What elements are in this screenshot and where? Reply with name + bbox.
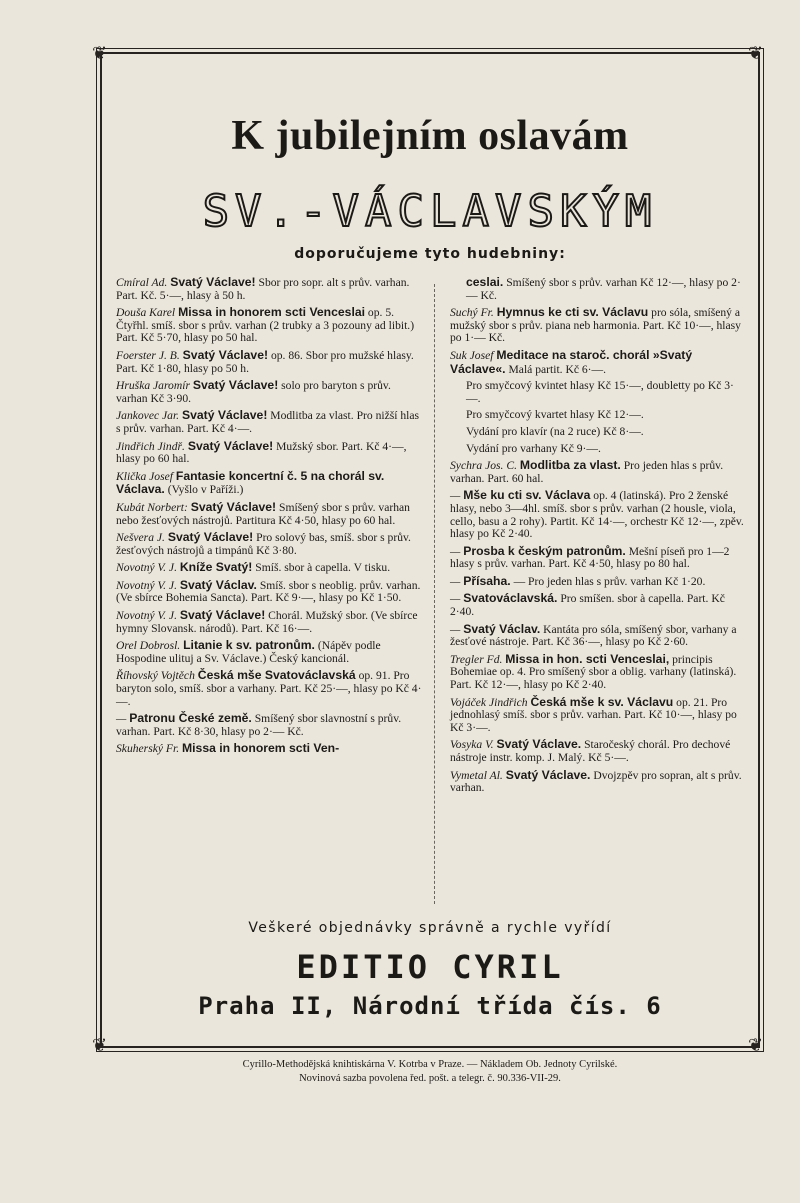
catalog-entry bbox=[116, 440, 422, 466]
entry-work: Mše ku cti sv. Václava bbox=[463, 488, 591, 503]
entry-work: Svatý Václav. bbox=[179, 577, 257, 592]
publisher-address: Praha II, Národní třída čís. 6 bbox=[198, 992, 662, 1020]
entry-description: — Pro jeden hlas s prův. varhan Kč 1·20. bbox=[513, 574, 706, 588]
catalog-entry bbox=[116, 349, 422, 375]
catalog-entry bbox=[450, 276, 746, 302]
entry-description: Smíšený sbor s prův. varhan Kč 12·—, hlasy po 2·— Kč. bbox=[466, 276, 741, 302]
entry-description: solo pro baryton s prův. varhan Kč 3·90. bbox=[116, 379, 391, 405]
corner-ornament-icon: ❦ bbox=[92, 1035, 108, 1055]
catalog-entry bbox=[450, 769, 746, 795]
entry-work: Svatý Václav. bbox=[463, 621, 541, 636]
entry-author: Jankovec Jar. bbox=[116, 409, 180, 423]
intro-text: doporučujeme tyto hudebniny: bbox=[294, 246, 566, 262]
imprint-line: Novinová sazba povolena řed. pošt. a telegr. č. 90.336-VII-29. bbox=[299, 1073, 561, 1084]
entry-description: Smíšený sbor s prův. varhan nebo žesťových nástrojů. Partitura Kč 4·50, hlasy po 60 hal. bbox=[116, 500, 410, 527]
catalog-entry bbox=[450, 738, 746, 764]
catalog-entry bbox=[450, 306, 746, 345]
entry-author: Vymetal Al. bbox=[450, 768, 503, 782]
entry-author: Nešvera J. bbox=[116, 531, 165, 545]
entry-author: — bbox=[116, 712, 127, 726]
entry-author: Cmíral Ad. bbox=[116, 276, 168, 289]
entry-description: Malá partit. Kč 6·—. bbox=[508, 362, 607, 376]
entry-work: Missa in honorem scti Ven- bbox=[182, 741, 340, 756]
imprint bbox=[100, 1058, 760, 1086]
catalog-entry bbox=[116, 579, 422, 605]
entry-author: Sychra Jos. C. bbox=[450, 459, 517, 473]
entry-description: Smíš. sbor à capella. V tisku. bbox=[255, 561, 391, 575]
entry-author: Jindřich Jindř. bbox=[116, 439, 185, 453]
orders-note: Veškeré objednávky správně a rychle vyřídí bbox=[248, 920, 612, 936]
catalog-entry bbox=[450, 696, 746, 735]
catalog-entry bbox=[450, 409, 746, 422]
catalog-entry bbox=[116, 409, 422, 435]
page-title: K jubilejním oslavám bbox=[231, 113, 629, 159]
entry-work: Svatý Václave! bbox=[167, 530, 254, 545]
entry-description: Modlitba za vlast. Pro nižší hlas s prův. varhan. Part. Kč 4·—. bbox=[116, 409, 420, 435]
entry-description: Sbor pro sopr. alt s prův. varhan. Part. Kč. 5·—, hlasy à 50 h. bbox=[116, 276, 410, 302]
entry-work: Svatý Václave! bbox=[190, 499, 277, 514]
page-subtitle: SV.-VÁCLAVSKÝM bbox=[202, 186, 658, 237]
entry-author: Klička Josef bbox=[116, 469, 173, 483]
entry-author: — bbox=[450, 574, 461, 588]
entry-author: Suk Josef bbox=[450, 348, 494, 362]
entry-author: Orel Dobrosl. bbox=[116, 639, 181, 653]
catalog-entry bbox=[116, 609, 422, 635]
catalog-entry bbox=[450, 443, 746, 456]
entry-description: Pro smíšen. sbor à capella. Part. Kč 2·40. bbox=[450, 592, 725, 619]
entry-work: Česká mše k sv. Václavu bbox=[530, 694, 674, 709]
entry-author: Novotný V. J. bbox=[116, 609, 177, 623]
entry-description: op. 4 (latinská). Pro 2 ženské hlasy, nebo 3—4hl. smíš. sbor s prův. varhan (2 housle, viola, cello, basu a 2 rohy). Partit. Kč 14·—, orchestr Kč 12·—, zpěv. hlasy po Kč 2·40. bbox=[450, 489, 744, 541]
catalog-entry bbox=[450, 349, 746, 376]
entry-description: pro sóla, smíšený a mužský sbor s prův. piana neb harmonia. Part. Kč 10·—, hlasy po 1·— Kč. bbox=[450, 306, 741, 345]
entry-author: Kubát Norbert: bbox=[116, 500, 188, 514]
entry-author: Hruška Jaromír bbox=[116, 379, 190, 393]
entry-work: Kníže Svatý! bbox=[179, 560, 253, 575]
entry-work: Modlitba za vlast. bbox=[519, 458, 621, 473]
entry-description: Smíš. sbor s neoblig. prův. varhan. (Ve sbírce Bohemia Sancta). Part. Kč 9·—, hlasy po Kč 1·50. bbox=[116, 578, 421, 605]
catalog-entry bbox=[450, 575, 746, 589]
entry-work: Fantasie koncertní č. 5 na chorál sv. Václava. bbox=[116, 468, 385, 497]
entry-description: Dvojzpěv pro sopran, alt s prův. varhan. bbox=[450, 768, 742, 795]
entry-work: Svatý Václave! bbox=[192, 378, 279, 393]
corner-ornament-icon: ❦ bbox=[748, 1035, 764, 1055]
entry-work: Svatý Václave! bbox=[170, 275, 256, 289]
catalog-entry bbox=[116, 742, 422, 756]
entry-work: Přísaha. bbox=[463, 573, 511, 588]
entry-work: Litanie k sv. patronům. bbox=[183, 638, 315, 653]
entry-author: — bbox=[450, 489, 461, 503]
entry-description: Vydání pro varhany Kč 9·—. bbox=[466, 441, 601, 455]
entry-author: — bbox=[450, 622, 461, 636]
imprint-line: Cyrillo-Methodějská knihtiskárna V. Kotrba v Praze. — Nákladem Ob. Jednoty Cyrilské. bbox=[242, 1059, 618, 1070]
catalog-entry bbox=[450, 592, 746, 618]
entry-work: Svatý Václave! bbox=[182, 408, 268, 423]
entry-description: op. 21. Pro jednohlasý smíš. sbor s prův. varhan. Part. Kč 10·—, hlasy po Kč 3·—. bbox=[450, 695, 737, 734]
entry-work: Hymnus ke cti sv. Václavu bbox=[496, 305, 649, 320]
catalog-entry bbox=[116, 470, 422, 497]
publisher-name: EDITIO CYRIL bbox=[296, 948, 564, 986]
catalog-entry bbox=[116, 306, 422, 345]
entry-description: Mešní píseň pro 1—2 hlasy s prův. varhan. Part. Kč 4·50, hlasy po 80 hal. bbox=[450, 544, 730, 571]
entry-author: Říhovský Vojtěch bbox=[116, 669, 195, 683]
entry-description: Kantáta pro sóla, smíšený sbor, varhany a žesťové nástroje. Part. Kč 36·—, hlasy po Kč 2·60. bbox=[450, 622, 737, 649]
entry-author: Skuherský Fr. bbox=[116, 742, 180, 756]
entry-description: Vydání pro klavír (na 2 ruce) Kč 8·—. bbox=[466, 424, 644, 438]
entry-description: Staročeský chorál. Pro dechové nástroje instr. komp. J. Malý. Kč 5·—. bbox=[450, 738, 731, 764]
catalog-entry bbox=[116, 501, 422, 527]
corner-ornament-icon: ❦ bbox=[748, 43, 764, 63]
entry-description: (Nápěv podle Hospodine ulituj a Sv. Václave.) Český kancionál. bbox=[116, 639, 381, 665]
catalog-entry bbox=[450, 489, 746, 540]
entry-description: Smíšený sbor slavnostní s prův. varhan. Part. Kč 8·30, hlasy po 2·— Kč. bbox=[116, 712, 402, 738]
entry-work: Svatováclavská. bbox=[463, 591, 558, 606]
catalog-entry bbox=[450, 545, 746, 571]
entry-description: Pro smyčcový kvartet hlasy Kč 12·—. bbox=[466, 408, 644, 422]
entry-work: Missa in hon. scti Venceslai, bbox=[505, 651, 670, 666]
entry-author: Vosyka V. bbox=[450, 738, 494, 752]
entry-description: principis Bohemiae op. 4. Pro smíšený sbor a oblig. varhany (latinská). Part. Kč 12·—, hlasy po Kč 2·40. bbox=[450, 652, 737, 692]
entry-author: Foerster J. B. bbox=[116, 348, 180, 362]
catalog-entry bbox=[116, 379, 422, 405]
entry-description: (Vyšlo v Paříži.) bbox=[167, 483, 244, 497]
entry-work: Svatý Václave. bbox=[496, 737, 582, 752]
catalog-entry bbox=[450, 459, 746, 485]
corner-ornament-icon: ❦ bbox=[92, 43, 108, 63]
entry-work: Svatý Václave! bbox=[179, 608, 266, 623]
entry-description: Pro solový bas, smíš. sbor s prův. žesťových nástrojů a timpánů Kč 3·80. bbox=[116, 531, 411, 557]
entry-work: Svatý Václave! bbox=[182, 347, 269, 362]
entry-description: Pro smyčcový kvintet hlasy Kč 15·—, doubletty po Kč 3·—. bbox=[466, 379, 734, 405]
right-column bbox=[450, 276, 746, 799]
catalog-entry bbox=[116, 639, 422, 665]
entry-description: op. 86. Sbor pro mužské hlasy. Part. Kč 1·80, hlasy po 50 h. bbox=[116, 348, 414, 375]
entry-author: — bbox=[450, 592, 461, 606]
entry-author: Tregler Fd. bbox=[450, 652, 503, 666]
entry-author: Novotný V. J. bbox=[116, 578, 177, 592]
entry-work: Svatý Václave! bbox=[187, 438, 274, 453]
entry-author: Vojáček Jindřich bbox=[450, 695, 528, 709]
entry-work: ceslai. bbox=[466, 275, 504, 289]
catalog-entry bbox=[450, 426, 746, 439]
entry-work: Svatý Václave. bbox=[505, 767, 591, 782]
column-divider bbox=[434, 284, 435, 904]
entry-author: Novotný V. J. bbox=[116, 561, 177, 575]
entry-author: Suchý Fr. bbox=[450, 306, 494, 320]
entry-description: Mužský sbor. Part. Kč 4·—, hlasy po 60 hal. bbox=[116, 439, 407, 466]
entry-work: Meditace na staroč. chorál »Svatý Václave«. bbox=[450, 347, 693, 376]
entry-work: Prosba k českým patronům. bbox=[463, 543, 626, 558]
entry-work: Patronu České země. bbox=[129, 711, 252, 726]
catalog-entry bbox=[116, 669, 422, 708]
entry-author: — bbox=[450, 544, 461, 558]
catalog-entry bbox=[450, 380, 746, 405]
catalog-entry bbox=[116, 561, 422, 575]
catalog-entry bbox=[116, 531, 422, 557]
catalog-entry bbox=[450, 653, 746, 692]
entry-author: Douša Karel bbox=[116, 306, 176, 320]
entry-description: op. 91. Pro baryton solo, smíš. sbor a varhany. Part. Kč 25·—, hlasy po Kč 4·—. bbox=[116, 669, 422, 708]
entry-work: Česká mše Svatováclavská bbox=[197, 668, 356, 683]
entry-work: Missa in honorem scti Venceslai bbox=[178, 305, 366, 320]
entry-description: Pro jeden hlas s prův. varhan. Part. 60 hal. bbox=[450, 459, 724, 485]
catalog-entry bbox=[450, 623, 746, 649]
catalog-entry bbox=[116, 712, 422, 738]
catalog-entry bbox=[116, 276, 422, 302]
left-column bbox=[116, 276, 422, 760]
entry-description: op. 5. Čtyřhl. smíš. sbor s prův. varhan (2 trubky a 3 pozouny ad libit.) Part. Kč 5·70, hlasy po 50 hal. bbox=[116, 306, 415, 345]
entry-description: Chorál. Mužský sbor. (Ve sbírce hymny Slovansk. národů). Part. Kč 16·—. bbox=[116, 609, 418, 635]
